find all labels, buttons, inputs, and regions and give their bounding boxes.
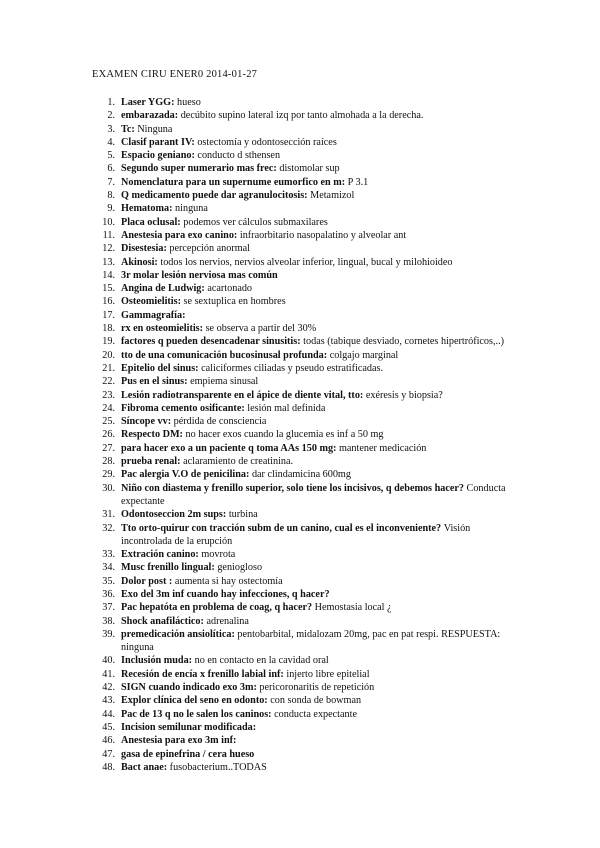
question-text: Odontoseccion 2m sups: xyxy=(121,509,229,521)
question-number: 25. xyxy=(102,416,115,428)
question-body xyxy=(121,468,518,481)
question-body xyxy=(121,442,518,455)
question-body xyxy=(121,615,518,628)
question-number: 35. xyxy=(102,575,115,587)
question-body xyxy=(121,575,518,588)
answer-text: infraorbitario nasopalatino y alveolar ant xyxy=(239,229,407,241)
question-number: 38. xyxy=(102,615,115,627)
question-item xyxy=(78,721,518,734)
question-item xyxy=(78,242,518,255)
answer-text: conducta expectante xyxy=(274,708,357,720)
answer-text: caliciformes ciliadas y pseudo estratificadas. xyxy=(201,362,383,374)
question-number: 15. xyxy=(102,283,115,295)
question-text: Niño con diastema y frenillo superior, solo tiene los incisivos, q debemos hacer? xyxy=(121,482,467,494)
question-body xyxy=(121,176,518,189)
question-number: 33. xyxy=(102,549,115,561)
question-body xyxy=(121,242,518,255)
question-body xyxy=(121,654,518,667)
answer-text: podemos ver cálculos submaxilares xyxy=(183,216,328,228)
question-text: Q medicamento puede dar agranulocitosis: xyxy=(121,190,311,202)
question-number: 31. xyxy=(102,509,115,521)
question-number: 1. xyxy=(107,97,115,108)
question-number: 26. xyxy=(102,429,115,441)
question-number: 14. xyxy=(102,269,115,281)
question-text: rx en osteomielitis: xyxy=(121,323,206,335)
question-item xyxy=(78,761,518,774)
question-item xyxy=(78,309,518,322)
question-body xyxy=(121,362,518,375)
question-text: premedicación ansiolítica: xyxy=(121,628,238,640)
question-body xyxy=(121,322,518,335)
question-item xyxy=(78,428,518,441)
question-number: 4. xyxy=(107,136,115,148)
question-number: 16. xyxy=(102,296,115,308)
question-text: tto de una comunicación bucosinusal profunda: xyxy=(121,349,330,361)
question-body xyxy=(121,402,518,415)
question-item xyxy=(78,508,518,521)
question-item xyxy=(78,468,518,481)
question-body xyxy=(121,375,518,388)
question-number: 42. xyxy=(102,682,115,694)
question-text: Segundo super numerario mas frec: xyxy=(121,163,280,175)
question-body xyxy=(121,668,518,681)
question-body xyxy=(121,628,518,655)
question-text: Tc: xyxy=(121,123,138,135)
question-text: para hacer exo a un paciente q toma AAs 150 mg: xyxy=(121,442,339,454)
question-text: Placa oclusal: xyxy=(121,216,184,228)
question-number: 44. xyxy=(102,708,115,720)
question-body xyxy=(121,349,518,362)
question-text: Respecto DM: xyxy=(121,429,186,441)
answer-text: ninguna xyxy=(175,203,208,215)
answer-text: pericoronaritis de repetición xyxy=(259,682,375,694)
question-text: Pac hepatóta en problema de coag, q hacer? xyxy=(121,602,315,614)
question-body xyxy=(121,428,518,441)
answer-text: Visión incontrolada de la erupción xyxy=(121,522,471,547)
question-number: 11. xyxy=(102,229,115,241)
question-text: SIGN cuando indicado exo 3m: xyxy=(121,682,260,694)
question-number: 28. xyxy=(102,456,115,468)
answer-text: percepción anormal xyxy=(169,243,251,255)
page-title: EXAMEN CIRU ENER0 2014-01-27 xyxy=(92,69,258,80)
question-body xyxy=(121,149,518,162)
answer-text: se sextuplica en hombres xyxy=(183,296,286,308)
question-number: 48. xyxy=(102,761,115,773)
question-item xyxy=(78,389,518,402)
question-item xyxy=(78,269,518,282)
question-item xyxy=(78,362,518,375)
question-body xyxy=(121,588,518,601)
question-text: Tto orto-quirur con tracción subm de un canino, cual es el inconveniente? xyxy=(121,522,444,534)
question-text: Espacio geniano: xyxy=(121,150,198,162)
question-number: 37. xyxy=(102,602,115,614)
question-text: Hematoma: xyxy=(121,203,176,215)
question-list xyxy=(78,96,518,774)
question-body xyxy=(121,202,518,215)
question-number: 24. xyxy=(102,402,115,414)
answer-text: hueso xyxy=(177,97,201,108)
question-body xyxy=(121,455,518,468)
answer-text: turbina xyxy=(228,509,258,521)
question-body xyxy=(121,189,518,202)
question-text: Bact anae: xyxy=(121,761,170,773)
question-text: prueba renal: xyxy=(121,456,184,468)
question-body xyxy=(121,681,518,694)
answer-text: ostectomía y odontosección raíces xyxy=(197,136,337,148)
question-text: factores q pueden desencadenar sinusitis: xyxy=(121,336,304,348)
answer-text: acartonado xyxy=(207,283,253,295)
question-number: 18. xyxy=(102,323,115,335)
question-item xyxy=(78,109,518,122)
question-item xyxy=(78,282,518,295)
question-body xyxy=(121,748,518,761)
question-body xyxy=(121,561,518,574)
answer-text: exéresis y biopsia? xyxy=(365,389,443,401)
question-text: Osteomielitis: xyxy=(121,296,184,308)
question-text: Dolor post : xyxy=(121,575,175,587)
answer-text: decúbito supino lateral izq por tanto almohada a la derecha. xyxy=(180,110,424,122)
answer-text: adrenalina xyxy=(206,615,249,627)
question-number: 5. xyxy=(107,150,115,162)
answer-text: aumenta si hay ostectomía xyxy=(174,575,283,587)
question-item xyxy=(78,349,518,362)
answer-text: con sonda de bowman xyxy=(270,695,362,707)
question-item xyxy=(78,748,518,761)
question-body xyxy=(121,548,518,561)
question-item xyxy=(78,694,518,707)
question-number: 3. xyxy=(107,123,115,135)
answer-text: no en contacto en la cavidad oral xyxy=(194,655,329,667)
question-number: 27. xyxy=(102,442,115,454)
question-text: Musc frenillo lingual: xyxy=(121,562,218,574)
question-text: Gammagrafía: xyxy=(121,309,186,321)
answer-text: pérdida de consciencia xyxy=(173,416,267,428)
question-text: Incision semilunar modificada: xyxy=(121,721,257,733)
question-item xyxy=(78,615,518,628)
question-body xyxy=(121,522,518,549)
answer-text: geniogloso xyxy=(217,562,263,574)
question-text: Anestesia para exo canino: xyxy=(121,229,240,241)
question-text: Extración canino: xyxy=(121,549,202,561)
answer-text: fusobacterium..TODAS xyxy=(169,761,267,773)
question-text: Inclusión muda: xyxy=(121,655,195,667)
question-number: 7. xyxy=(107,176,115,188)
question-number: 41. xyxy=(102,668,115,680)
question-text: Angina de Ludwig: xyxy=(121,283,208,295)
question-body xyxy=(121,282,518,295)
question-body xyxy=(121,309,518,322)
question-body xyxy=(121,721,518,734)
question-item xyxy=(78,402,518,415)
question-text: Pac alergia V.O de penicilina: xyxy=(121,469,252,481)
question-number: 30. xyxy=(102,482,115,494)
question-text: Shock anafiláctico: xyxy=(121,615,207,627)
question-item xyxy=(78,668,518,681)
answer-text: Conducta expectante xyxy=(121,482,506,507)
question-body xyxy=(121,761,518,774)
question-number: 22. xyxy=(102,376,115,388)
question-text: Nomenclatura para un supernume eumorfico en m: xyxy=(121,176,348,188)
question-item xyxy=(78,734,518,747)
answer-text: todos los nervios, nervios alveolar inferior, lingual, bucal y milohioideo xyxy=(160,256,453,268)
question-number: 47. xyxy=(102,748,115,760)
question-number: 12. xyxy=(102,243,115,255)
answer-text: todas (tabique desviado, cornetes hipertróficos,..) xyxy=(303,336,505,348)
question-body xyxy=(121,734,518,747)
answer-text: Metamizol xyxy=(310,190,355,202)
question-body xyxy=(121,269,518,282)
question-item xyxy=(78,375,518,388)
question-text: Epitelio del sinus: xyxy=(121,362,202,374)
question-item xyxy=(78,123,518,136)
question-item xyxy=(78,575,518,588)
answer-text: no hacer exos cuando la glucemia es inf a 50 mg xyxy=(185,429,384,441)
question-number: 39. xyxy=(102,628,115,640)
answer-text: mantener medicación xyxy=(338,442,427,454)
question-item xyxy=(78,256,518,269)
question-item xyxy=(78,455,518,468)
question-number: 9. xyxy=(107,203,115,215)
question-body xyxy=(121,389,518,402)
question-item xyxy=(78,548,518,561)
question-body xyxy=(121,601,518,614)
question-text: Exo del 3m inf cuando hay infecciones, q hacer? xyxy=(121,588,330,600)
question-text: Pus en el sinus: xyxy=(121,376,191,388)
question-text: 3r molar lesión nerviosa mas común xyxy=(121,269,278,281)
question-body xyxy=(121,216,518,229)
question-item xyxy=(78,654,518,667)
question-number: 45. xyxy=(102,721,115,733)
question-item xyxy=(78,522,518,549)
question-text: Anestesia para exo 3m inf: xyxy=(121,735,237,747)
question-number: 19. xyxy=(102,336,115,348)
question-text: Disestesia: xyxy=(121,243,170,255)
answer-text: empiema sinusal xyxy=(190,376,259,388)
question-body xyxy=(121,708,518,721)
question-text: Pac de 13 q no le salen los caninos: xyxy=(121,708,275,720)
question-text: Laser YGG: xyxy=(121,97,178,108)
question-number: 17. xyxy=(102,309,115,321)
question-number: 36. xyxy=(102,588,115,600)
question-number: 13. xyxy=(102,256,115,268)
question-text: Lesión radiotransparente en el ápice de diente vital, tto: xyxy=(121,389,366,401)
question-text: Fibroma cemento osificante: xyxy=(121,402,248,414)
question-body xyxy=(121,295,518,308)
answer-text: P 3.1 xyxy=(347,176,369,188)
question-body xyxy=(121,335,518,348)
question-item xyxy=(78,136,518,149)
answer-text: injerto libre epitelial xyxy=(286,668,370,680)
question-item xyxy=(78,588,518,601)
question-body xyxy=(121,415,518,428)
answer-text: colgajo marginal xyxy=(329,349,399,361)
question-text: Explor clínica del seno en odonto: xyxy=(121,695,271,707)
question-text: Recesión de encía x frenillo labial inf: xyxy=(121,668,287,680)
answer-text: aclaramiento de creatinina. xyxy=(183,456,294,468)
question-item xyxy=(78,162,518,175)
question-body xyxy=(121,96,518,109)
question-item xyxy=(78,322,518,335)
question-item xyxy=(78,482,518,509)
question-number: 40. xyxy=(102,655,115,667)
question-item xyxy=(78,216,518,229)
question-body xyxy=(121,508,518,521)
question-item xyxy=(78,295,518,308)
answer-text: Hemostasia local ¿ xyxy=(314,602,392,614)
question-number: 43. xyxy=(102,695,115,707)
question-text: Akinosi: xyxy=(121,256,161,268)
question-text: Síncope vv: xyxy=(121,416,174,428)
question-item xyxy=(78,415,518,428)
answer-text: se observa a partir del 30% xyxy=(205,323,317,335)
question-text: gasa de epinefrina / cera hueso xyxy=(121,748,255,760)
question-number: 32. xyxy=(102,522,115,534)
question-number: 20. xyxy=(102,349,115,361)
question-item xyxy=(78,335,518,348)
question-number: 46. xyxy=(102,735,115,747)
question-item xyxy=(78,189,518,202)
question-item xyxy=(78,681,518,694)
question-number: 21. xyxy=(102,362,115,374)
question-item xyxy=(78,601,518,614)
question-body xyxy=(121,136,518,149)
answer-text: lesión mal definida xyxy=(247,402,326,414)
question-body xyxy=(121,229,518,242)
question-item xyxy=(78,708,518,721)
answer-text: Ninguna xyxy=(137,123,173,135)
question-body xyxy=(121,256,518,269)
question-body xyxy=(121,482,518,509)
answer-text: movrota xyxy=(201,549,236,561)
question-text: Clasif parant IV: xyxy=(121,136,198,148)
question-number: 2. xyxy=(107,110,115,122)
question-item xyxy=(78,628,518,655)
question-number: 23. xyxy=(102,389,115,401)
answer-text: conducto d sthensen xyxy=(197,150,281,162)
question-body xyxy=(121,162,518,175)
question-item xyxy=(78,561,518,574)
question-number: 34. xyxy=(102,562,115,574)
question-item xyxy=(78,442,518,455)
question-number: 29. xyxy=(102,469,115,481)
question-text: embarazada: xyxy=(121,110,181,122)
question-item xyxy=(78,176,518,189)
question-item xyxy=(78,202,518,215)
answer-text: distomolar sup xyxy=(279,163,340,175)
question-body xyxy=(121,109,518,122)
answer-text: pentobarbital, midalozam 20mg, pac en pat respi. RESPUESTA: ninguna xyxy=(121,628,501,654)
question-item xyxy=(78,149,518,162)
question-body xyxy=(121,694,518,707)
question-number: 6. xyxy=(107,163,115,175)
answer-text: dar clindamicina 600mg xyxy=(251,469,351,481)
question-item xyxy=(78,96,518,109)
question-body xyxy=(121,123,518,136)
question-item xyxy=(78,229,518,242)
question-number: 8. xyxy=(107,190,115,202)
question-number: 10. xyxy=(102,216,115,228)
